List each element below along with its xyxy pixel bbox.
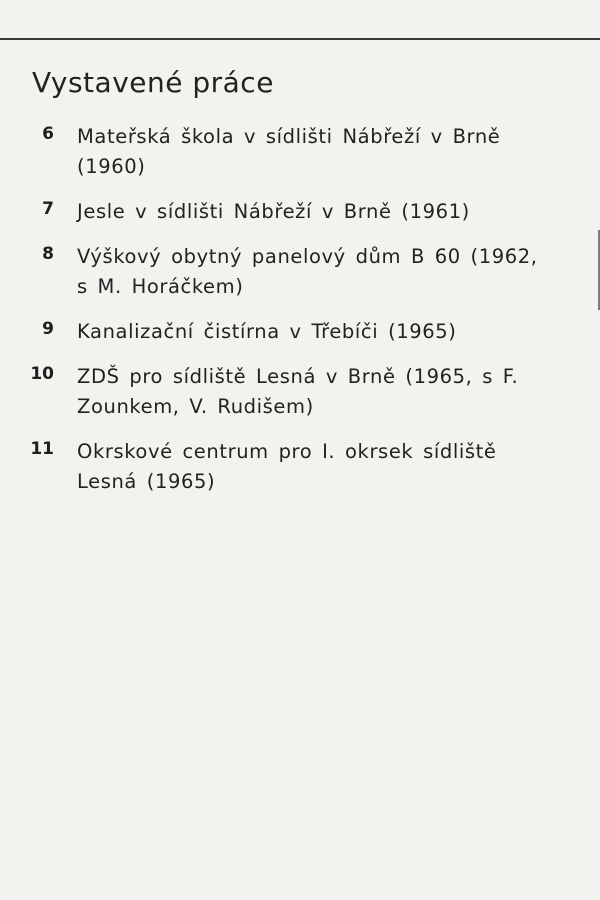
item-text: ZDŠ pro sídliště Lesná v Brně (1965, s F. Zounkem, V. Rudišem) [77, 365, 519, 418]
item-text: Mateřská škola v sídlišti Nábřeží v Brně (1960) [77, 125, 501, 178]
item-text: Jesle v sídlišti Nábřeží v Brně (1961) [77, 200, 470, 223]
item-number: 8 [42, 244, 54, 264]
list-item [0, 197, 600, 227]
item-number: 7 [42, 199, 54, 219]
works-list [0, 122, 600, 512]
top-rule [0, 38, 600, 40]
item-number: 6 [42, 124, 54, 144]
item-text: Okrskové centrum pro I. okrsek sídliště Lesná (1965) [77, 440, 497, 493]
list-item [0, 317, 600, 347]
list-item [0, 437, 600, 497]
list-item [0, 362, 600, 422]
page-title: Vystavené práce [32, 66, 274, 99]
item-text: Kanalizační čistírna v Třebíči (1965) [77, 320, 457, 343]
item-text: Výškový obytný panelový dům B 60 (1962, s M. Horáčkem) [77, 245, 538, 298]
list-item [0, 242, 600, 302]
item-number: 9 [42, 319, 54, 339]
list-item [0, 122, 600, 182]
item-number: 11 [30, 439, 54, 459]
item-number: 10 [30, 364, 54, 384]
